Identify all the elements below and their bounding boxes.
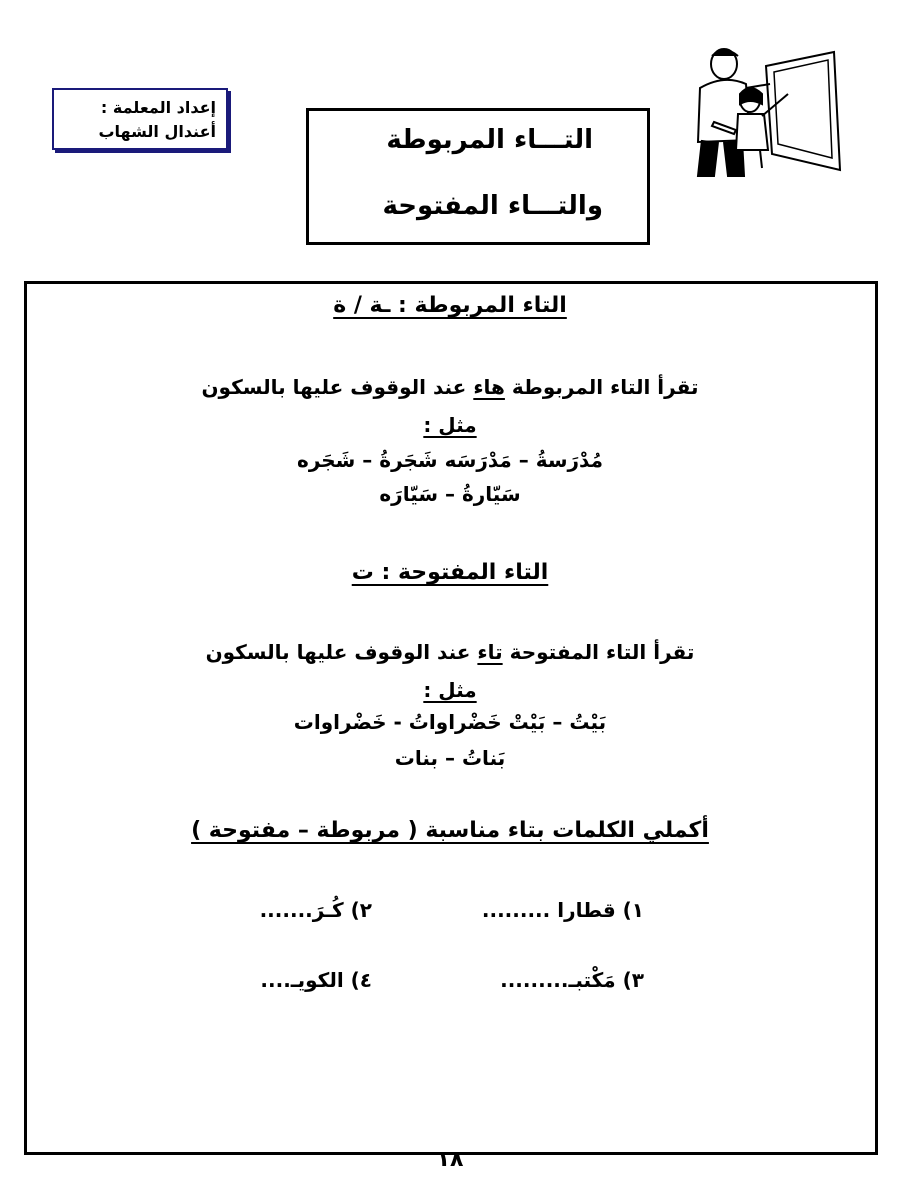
rule-key-word: هاء xyxy=(473,375,505,399)
rule-text-before: تقرأ التاء المفتوحة xyxy=(502,640,695,664)
title-line-1: التـــاء المربوطة xyxy=(386,125,593,155)
tied-taa-example-2: سَيّارةُ – سَيّارَه xyxy=(379,482,521,506)
tied-taa-example-label: مثل : xyxy=(423,413,477,437)
teacher-label: إعداد المعلمة : xyxy=(100,98,216,117)
rule-text-after: عند الوقوف عليها بالسكون xyxy=(205,640,478,664)
tied-taa-rule xyxy=(0,375,900,399)
exercise-item-4: ٤) الكويـ.... xyxy=(260,968,372,992)
title-line-2: والتـــاء المفتوحة xyxy=(382,191,603,221)
title-box xyxy=(306,108,650,245)
exercise-item-2: ٢) كُـرَ....... xyxy=(259,898,372,922)
rule-text-before: تقرأ التاء المربوطة xyxy=(504,375,699,399)
teacher-name: أعندال الشهاب xyxy=(98,122,216,141)
teacher-credit-box xyxy=(52,88,228,150)
rule-text-after: عند الوقوف عليها بالسكون xyxy=(201,375,474,399)
rule-key-word: تاء xyxy=(477,640,503,664)
tied-taa-heading: التاء المربوطة : ـة / ة xyxy=(333,293,567,318)
exercise-item-3: ٣) مَكْتبـ......... xyxy=(500,968,644,992)
open-taa-rule xyxy=(0,640,900,664)
teacher-student-illustration xyxy=(684,44,844,178)
open-taa-example-2: بَناتُ – بنات xyxy=(394,746,506,770)
open-taa-example-label: مثل : xyxy=(423,678,477,702)
exercise-item-1: ١) قطارا ......... xyxy=(481,898,644,922)
exercise-instruction: أكملي الكلمات بتاء مناسبة ( مربوطة – مفتوحة ) xyxy=(191,818,709,843)
open-taa-heading: التاء المفتوحة : ت xyxy=(351,560,549,585)
open-taa-example-1: بَيْتُ – بَيْتْ خَضْراواتُ - خَضْراوات xyxy=(293,710,607,734)
tied-taa-example-1: مُدْرَسةُ – مَدْرَسَه شَجَرةُ – شَجَره xyxy=(297,448,603,472)
page-number: ١٨ xyxy=(436,1147,464,1172)
